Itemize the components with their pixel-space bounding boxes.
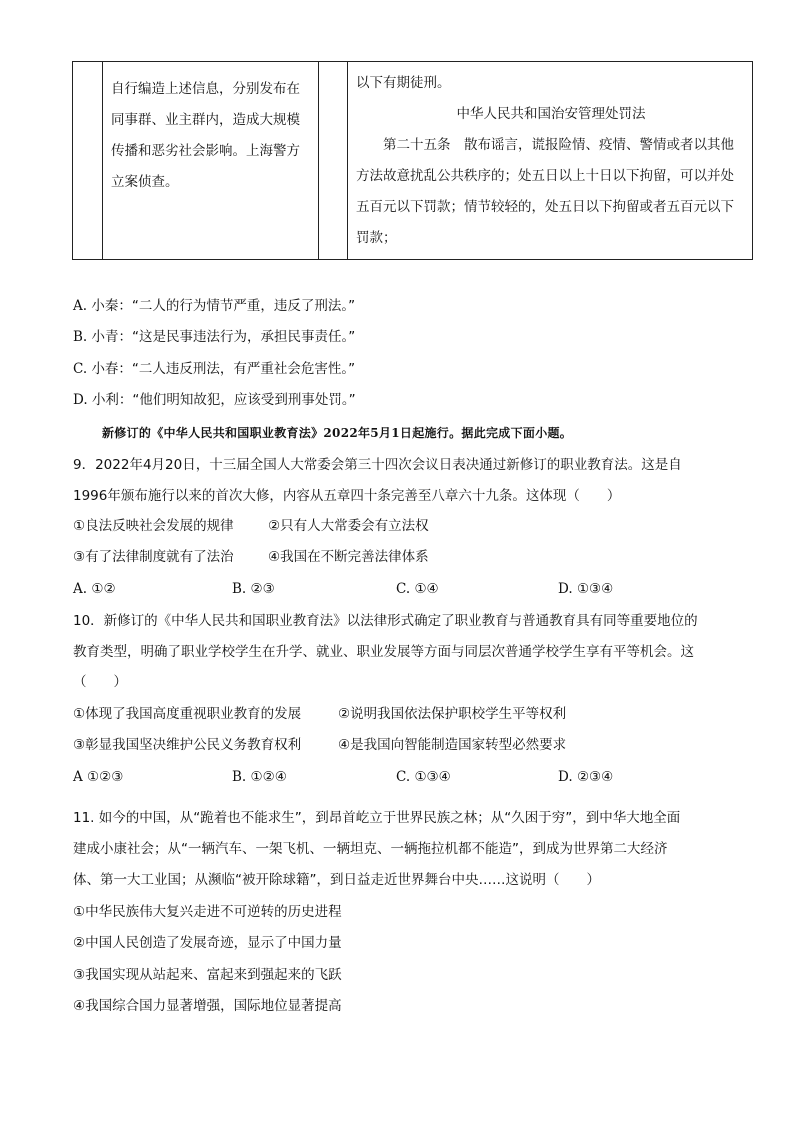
q11-stem-line-3: 体、第一大工业国；从濒临“被开除球籍”，到日益走近世界舞台中央……这说明（ ） [73,872,600,888]
q10-statement-4: ④是我国向智能制造国家转型必然要求 [338,737,567,753]
q10-statement-2: ②说明我国依法保护职校学生平等权利 [338,706,567,722]
q11-stem-line-1: 11. 如今的中国，从“跪着也不能求生”，到昂首屹立于世界民族之林；从“久困于穷”，到中华大地全面 [73,810,681,826]
q10-statement-1: ①体现了我国高度重视职业教育的发展 [73,706,302,722]
q10-option-c: C. ①③④ [396,769,451,785]
q8-option-b: B. 小青：“这是民事违法行为，承担民事责任。” [73,329,356,345]
law-cell [348,62,753,260]
q8-option-a: A. 小秦：“二人的行为情节严重，违反了刑法。” [73,298,356,314]
q9-statement-4: ④我国在不断完善法律体系 [268,549,429,565]
q11-statement-3: ③我国实现从站起来、富起来到强起来的飞跃 [73,967,342,983]
q10-option-d: D. ②③④ [558,769,614,785]
q9-option-d: D. ①③④ [558,581,614,597]
law-continuation: 以下有期徒刑。 [356,75,451,91]
law-title: 中华人民共和国治安管理处罚法 [456,106,646,122]
q8-option-d: D. 小利：“他们明知故犯，应该受到刑事处罚。” [73,392,356,408]
case-description-cell [103,62,319,260]
q10-stem-line-1: 10．新修订的《中华人民共和国职业教育法》以法律形式确定了职业教育与普通教育具有同等重要地位的 [73,613,698,629]
q9-stem-line-1: 9．2022年4月20日，十三届全国人大常委会第三十四次会议日表决通过新修订的职业教育法。这是自 [73,457,682,473]
q10-option-b: B. ①②④ [232,769,287,785]
q11-statement-1: ①中华民族伟大复兴走进不可逆转的历史进程 [73,904,342,920]
q10-stem-line-2: 教育类型，明确了职业学校学生在升学、就业、职业发展等方面与同层次普通学校学生享有平等机会。这 [73,644,694,660]
q10-statement-3: ③彰显我国坚决维护公民义务教育权利 [73,737,302,753]
q11-statement-4: ④我国综合国力显著增强，国际地位显著提高 [73,998,342,1014]
case-table [72,61,753,260]
law-article: 第二十五条 散布谣言，谎报险情、疫情、警情或者以其他方法故意扰乱公共秩序的；处五日以上十日以下拘留，可以并处五百元以下罚款；情节较轻的，处五日以下拘留或者五百元以下罚款； [356,137,734,246]
q9-stem-line-2: 1996年颁布施行以来的首次大修，内容从五章四十条完善至八章六十九条。这体现（ ） [73,488,621,504]
section-intro: 新修订的《中华人民共和国职业教育法》2022年5月1日起施行。据此完成下面小题。 [102,426,573,440]
case-description: 自行编造上述信息，分别发布在同事群、业主群内，造成大规模传播和恶劣社会影响。上海警方立案侦查。 [111,81,300,190]
q9-option-c: C. ①④ [396,581,439,597]
q11-statement-2: ②中国人民创造了发展奇迹，显示了中国力量 [73,935,342,951]
q9-statement-2: ②只有人大常委会有立法权 [268,518,429,534]
q9-statement-1: ①良法反映社会发展的规律 [73,518,234,534]
table-spacer-cell [319,62,348,260]
q10-option-a: A ①②③ [73,769,124,785]
q9-statement-3: ③有了法律制度就有了法治 [73,549,234,565]
table-index-cell [73,62,103,260]
q9-option-b: B. ②③ [232,581,275,597]
q9-option-a: A. ①② [73,581,116,597]
q10-stem-line-3: （ ） [73,674,127,690]
q11-stem-line-2: 建成小康社会；从“一辆汽车、一架飞机、一辆坦克、一辆拖拉机都不能造”，到成为世界第二大经济 [73,841,668,857]
q8-option-c: C. 小春：“二人违反刑法，有严重社会危害性。” [73,361,356,377]
